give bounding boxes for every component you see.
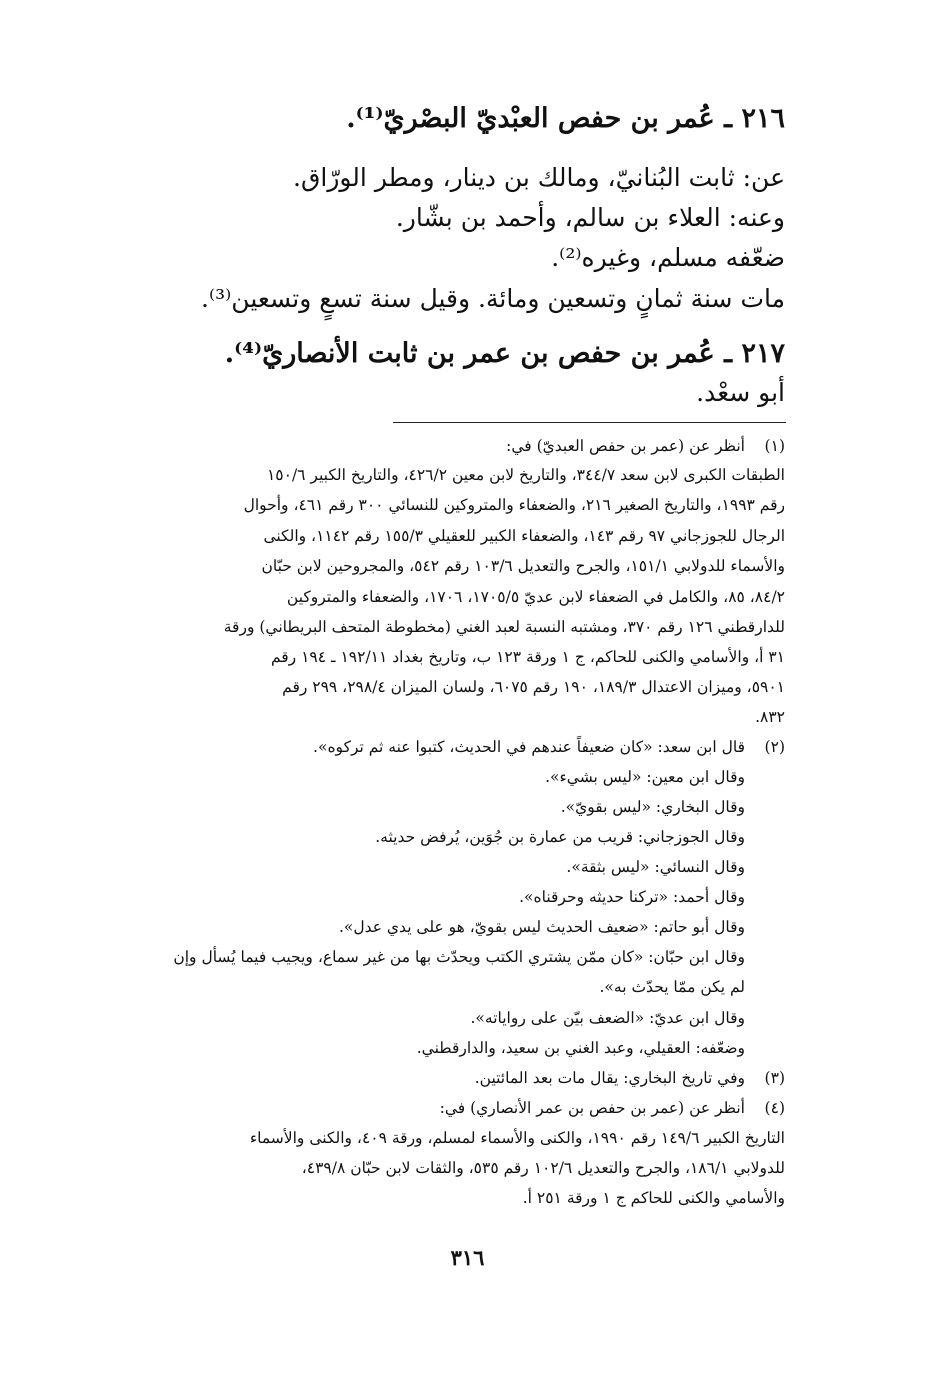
footnote-4-line: التاريخ الكبير ١٤٩/٦ رقم ١٩٩٠، والكنى والأسماء لمسلم، ورقة ٤٠٩، والكنى والأسماء (249, 1129, 785, 1147)
footnote-2-line: وقال أحمد: «تركنا حديثه وحرقناه». (519, 888, 745, 906)
footnote-2-line: لم يكن ممّا يحدّث به». (599, 978, 745, 996)
footnote-1-line: الطبقات الكبرى لابن سعد ٣٤٤/٧، والتاريخ لابن معين ٤٢٦/٢، والتاريخ الكبير ١٥٠/٦ (266, 466, 785, 484)
footnote-1-line: والأسماء للدولابي ١٥١/١، والجرح والتعديل ١٠٣/٦ رقم ٥٤٢، والمجروحين لابن حبّان (261, 557, 785, 575)
footnote-1-line: للدارقطني ١٢٦ رقم ٣٧٠، ومشتبه النسبة لعبد الغني (مخطوطة المتحف البريطاني) ورقة (223, 618, 785, 636)
footnote-1-intro: أنظر عن (عمر بن حفص العبديّ) في: (506, 437, 745, 455)
entry-216-death: مات سنة ثمانٍ وتسعين ومائة. وقيل سنة تسعٍ وتسعين⁽³⁾. (201, 284, 785, 313)
footnote-2-line: وقال البخاري: «ليس بقويّ». (560, 798, 745, 816)
entry-216-title: ٢١٦ ـ عُمر بن حفص العبْديّ البصْريّ⁽¹⁾. (346, 103, 785, 134)
page-number: ٣١٦ (450, 1245, 485, 1270)
footnote-3-number: (٣) (764, 1069, 785, 1087)
footnote-2-line: وضعّفه: العقيلي، وعبد الغني بن سعيد، والدارقطني. (416, 1039, 745, 1057)
footnote-2-line: وقال ابن معين: «ليس بشيء». (545, 768, 745, 786)
footnote-2-line: وقال الجوزجاني: قريب من عمارة بن جُوَين، يُرفض حديثه. (375, 828, 745, 846)
footnote-4-intro: أنظر عن (عمر بن حفص بن عمر الأنصاري) في: (439, 1099, 745, 1117)
footnote-1-line: ٨٤/٢، ٨٥، والكامل في الضعفاء لابن عديّ ١٧٠٥/٥، ١٧٠٦، والضعفاء والمتروكين (286, 588, 785, 606)
footnote-1-line: ٨٣٢. (755, 708, 785, 726)
footnote-4-line: والأسامي والكنى للحاكم ج ١ ورقة ٢٥١ أ. (522, 1189, 785, 1207)
footnote-1-line: رقم ١٩٩٣، والتاريخ الصغير ٢١٦، والضعفاء والمتروكين للنسائي ٣٠٠ رقم ٤٦١، وأحوال (243, 496, 785, 514)
footnote-1-line: ٣١ أ، والأسامي والكنى للحاكم، ج ١ ورقة ١٢٣ ب، وتاريخ بغداد ١٩٢/١١ ـ ١٩٤ رقم (270, 648, 785, 666)
footnote-3-text: وفي تاريخ البخاري: يقال مات بعد المائتين. (474, 1069, 745, 1087)
entry-216-narrators-from: عن: ثابت البُنانيّ، ومالك بن دينار، ومطر الورّاق. (293, 163, 785, 192)
footnote-rule (393, 422, 786, 423)
footnote-2-line: وقال ابن حبّان: «كان ممّن يشتري الكتب ويحدّث بها من غير سماع، ويجيب فيما يُسأل وإن (173, 948, 745, 966)
entry-216-narrators-to: وعنه: العلاء بن سالم، وأحمد بن بشّار. (395, 203, 785, 232)
footnote-2-line: قال ابن سعد: «كان ضعيفاً عندهم في الحديث، كتبوا عنه ثم تركوه». (313, 738, 745, 756)
footnote-4-number: (٤) (764, 1099, 785, 1117)
footnote-4-line: للدولابي ١٨٦/١، والجرح والتعديل ١٠٢/٦ رقم ٥٣٥، والثقات لابن حبّان ٤٣٩/٨، (301, 1159, 785, 1177)
footnote-2-line: وقال ابن عديّ: «الضعف بيّن على رواياته». (470, 1009, 745, 1027)
footnote-2-number: (٢) (764, 738, 785, 756)
footnote-1-line: ٥٩٠١، وميزان الاعتدال ١٨٩/٣، ١٩٠ رقم ٦٠٧٥، ولسان الميزان ٢٩٨/٤، ٢٩٩ رقم (282, 678, 785, 696)
footnote-1-line: الرجال للجوزجاني ٩٧ رقم ١٤٣، والضعفاء الكبير للعقيلي ١٥٥/٣ رقم ١١٤٢، والكنى (263, 527, 785, 545)
entry-217-kunya: أبو سعْد. (696, 378, 785, 407)
entry-216-grading: ضعّفه مسلم، وغيره⁽²⁾. (551, 243, 785, 272)
footnote-1-number: (١) (764, 437, 785, 455)
entry-217-title: ٢١٧ ـ عُمر بن حفص بن عمر بن ثابت الأنصاريّ⁽⁴⁾. (224, 338, 785, 369)
footnote-2-line: وقال أبو حاتم: «ضعيف الحديث ليس بقويّ، هو على يدي عدل». (338, 918, 745, 936)
footnote-2-line: وقال النسائي: «ليس بثقة». (566, 858, 745, 876)
